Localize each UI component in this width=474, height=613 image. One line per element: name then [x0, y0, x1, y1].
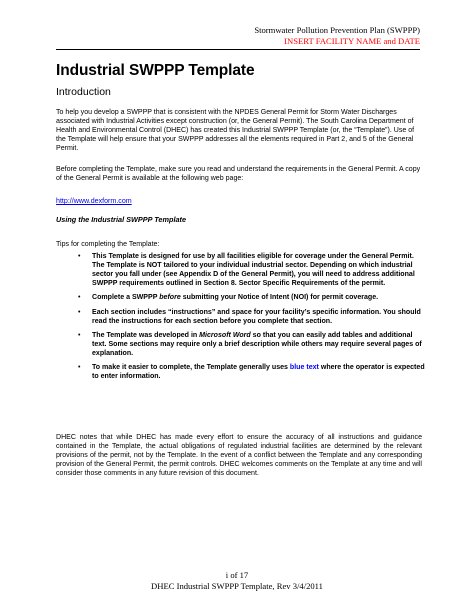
bullet-icon: •: [78, 294, 81, 302]
tip-text-start: Complete a SWPPP: [92, 294, 160, 302]
bullet-icon: •: [78, 332, 81, 340]
running-header: [254, 25, 420, 47]
intro-paragraph: To help you develop a SWPPP that is consistent with the NPDES General Permit for Storm Water Discharges associated with Industrial Activities except construction (or, the General Permit). The South Carolina Department of Health and Environmental Control (DHEC) has created this Industrial SWPPP Template (or, the “Template”). Use of the Template will help ensure that your SWPPP addresses all the elements required in Part 2, and 5 of the General Permit.: [56, 109, 415, 152]
list-item: [78, 332, 426, 359]
header-facility-placeholder: INSERT FACILITY NAME and DATE: [284, 36, 420, 46]
tip-text-end: so that you can easily add tables and additional text. Some sections may require only a brief description while others may require several pages of explanation.: [92, 332, 422, 357]
header-plan-title: Stormwater Pollution Prevention Plan (SWPPP): [254, 25, 420, 35]
bullet-icon: •: [78, 308, 81, 316]
page-footer: [0, 570, 474, 592]
tip-text-end: submitting your Notice of Intent (NOI) for permit coverage.: [180, 294, 379, 302]
header-divider: [56, 49, 420, 50]
tip-text-end: where the operator is expected to enter information.: [92, 364, 425, 381]
general-permit-link[interactable]: http://www.dexform.com: [56, 197, 132, 205]
bullet-icon: •: [78, 364, 81, 372]
page-number: i of 17: [225, 570, 249, 580]
page-title: Industrial SWPPP Template: [56, 62, 255, 79]
tips-intro: Tips for completing the Template:: [56, 241, 160, 248]
tips-list: [78, 253, 426, 388]
bullet-icon: •: [78, 253, 81, 260]
tip-text: This Template is designed for use by all facilities eligible for coverage under the General Permit. The Template is NOT tailored to your individual industrial sector. Depending on which industrial sector you fall under (see Appendix D of the General Permit), you will need to address additional SWPPP requirements outlined in Section 8. Sector Specific Requirements of the permit.: [92, 253, 415, 287]
permit-paragraph: Before completing the Template, make sure you read and understand the requirements in the General Permit. A copy of the General Permit is available at the following web page:: [56, 166, 421, 182]
tip-text-start: To make it easier to complete, the Template generally uses: [92, 364, 290, 372]
list-item: [78, 253, 426, 289]
list-item: [78, 309, 426, 327]
tip-text-emphasis: before: [159, 294, 181, 302]
list-item: [78, 294, 426, 303]
tip-text-emphasis: Microsoft Word: [199, 332, 251, 340]
section-heading-using-template: Using the Industrial SWPPP Template: [56, 215, 187, 224]
list-item: [78, 364, 426, 382]
tip-text: Each section includes “instructions” and space for your facility’s specific information. You should read the instructions for each section before you complete that section.: [92, 308, 421, 325]
section-heading-introduction: Introduction: [56, 86, 111, 98]
blue-text-sample: blue text: [289, 364, 319, 372]
tip-text-start: The Template was developed in: [92, 332, 200, 340]
footer-document-title: DHEC Industrial SWPPP Template, Rev 3/4/2011: [151, 581, 323, 591]
disclaimer-paragraph: DHEC notes that while DHEC has made every effort to ensure the accuracy of all instructions and guidance contained in the Template, the actual obligations of regulated industrial facilities are determined by the relevant provisions of the permit, not by the Template. In the event of a conflict between the Template and any corresponding provision of the General Permit, the permit controls. DHEC welcomes comments on the Template at any time and will consider those comments in any future revision of this document.: [56, 434, 422, 477]
